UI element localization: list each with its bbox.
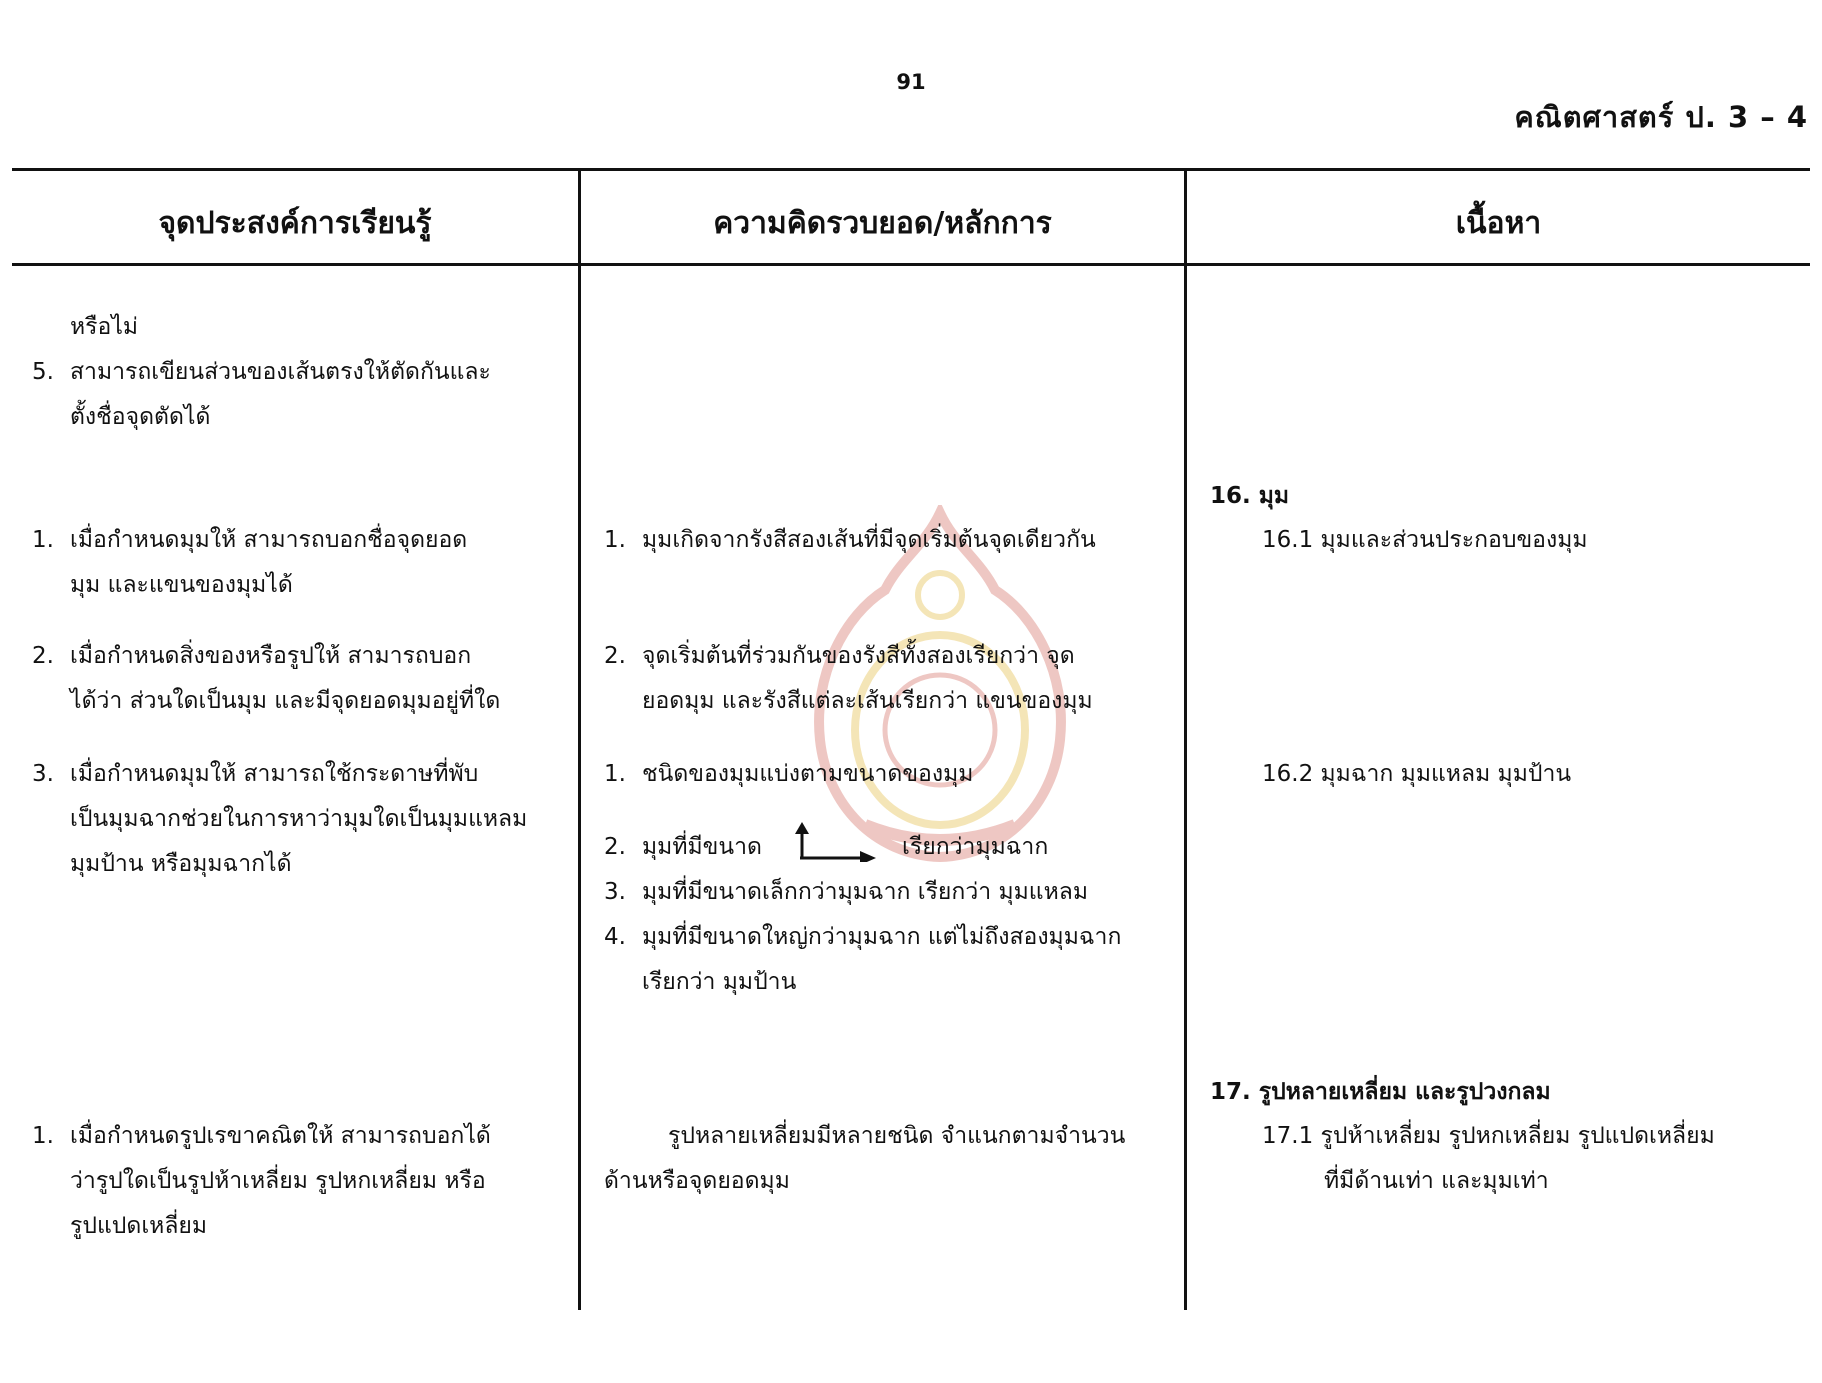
concept-item bbox=[604, 634, 1075, 679]
header-concepts: ความคิดรวบยอด/หลักการ bbox=[713, 206, 1052, 241]
concept-item bbox=[604, 870, 1088, 915]
table-top-rule bbox=[12, 168, 1810, 171]
content-heading: 16. มุม bbox=[1210, 483, 1290, 509]
item-text: มุมที่มีขนาดเล็กกว่ามุมฉาก เรียกว่า มุมแหลม bbox=[642, 879, 1089, 905]
subject-title: คณิตศาสตร์ ป. 3 – 4 bbox=[1514, 100, 1808, 134]
content-line: 17.1 รูปห้าเหลี่ยม รูปหกเหลี่ยม รูปแปดเหลี่ยม bbox=[1262, 1123, 1715, 1149]
concept-line: ยอดมุม และรังสีแต่ละเส้นเรียกว่า แขนของมุม bbox=[642, 688, 1093, 714]
right-angle-arrow-icon bbox=[790, 822, 876, 862]
concept-line: ด้านหรือจุดยอดมุม bbox=[604, 1168, 790, 1194]
concept-line: เรียกว่า มุมป้าน bbox=[642, 969, 797, 995]
column-divider-1 bbox=[578, 170, 581, 1310]
item-number: 5. bbox=[32, 359, 54, 385]
concept-line: เรียกว่ามุมฉาก bbox=[902, 834, 1049, 860]
item-number: 1. bbox=[32, 1123, 54, 1149]
concept-line: รูปหลายเหลี่ยมมีหลายชนิด จำแนกตามจำนวน bbox=[668, 1123, 1126, 1149]
concept-item bbox=[604, 915, 1121, 960]
item-number: 2. bbox=[604, 643, 626, 669]
header-objectives: จุดประสงค์การเรียนรู้ bbox=[158, 206, 432, 241]
item-text: มุมเกิดจากรังสีสองเส้นที่มีจุดเริ่มต้นจุดเดียวกัน bbox=[642, 527, 1096, 553]
page-number: 91 bbox=[896, 70, 926, 94]
objective-line: รูปแปดเหลี่ยม bbox=[70, 1213, 208, 1239]
item-number: 2. bbox=[32, 643, 54, 669]
concept-item bbox=[604, 518, 1096, 563]
item-number: 3. bbox=[604, 879, 626, 905]
content-heading: 17. รูปหลายเหลี่ยม และรูปวงกลม bbox=[1210, 1079, 1551, 1105]
objective-line: ตั้งชื่อจุดตัดได้ bbox=[70, 404, 211, 430]
item-number: 2. bbox=[604, 834, 626, 860]
objective-line: มุมป้าน หรือมุมฉากได้ bbox=[70, 851, 292, 877]
objective-line: หรือไม่ bbox=[70, 314, 139, 340]
item-text: เมื่อกำหนดสิ่งของหรือรูปให้ สามารถบอก bbox=[70, 643, 472, 669]
objective-line: ได้ว่า ส่วนใดเป็นมุม และมีจุดยอดมุมอยู่ที่ใด bbox=[70, 688, 501, 714]
objective-line: มุม และแขนของมุมได้ bbox=[70, 572, 293, 598]
objective-item bbox=[32, 1114, 491, 1159]
concept-item bbox=[604, 752, 973, 797]
item-text: มุมที่มีขนาดใหญ่กว่ามุมฉาก แต่ไม่ถึงสองมุมฉาก bbox=[642, 924, 1122, 950]
item-number: 1. bbox=[604, 761, 626, 787]
objective-line: ว่ารูปใดเป็นรูปห้าเหลี่ยม รูปหกเหลี่ยม หรือ bbox=[70, 1168, 486, 1194]
item-text: สามารถเขียนส่วนของเส้นตรงให้ตัดกันและ bbox=[70, 359, 491, 385]
item-number: 1. bbox=[32, 527, 54, 553]
item-number: 1. bbox=[604, 527, 626, 553]
content-line: ที่มีด้านเท่า และมุมเท่า bbox=[1324, 1168, 1549, 1194]
objective-item bbox=[32, 350, 491, 395]
concept-item bbox=[604, 825, 762, 870]
objective-item bbox=[32, 518, 467, 563]
table-header-rule bbox=[12, 263, 1810, 266]
item-text: จุดเริ่มต้นที่ร่วมกันของรังสีทั้งสองเรียกว่า จุด bbox=[642, 643, 1075, 669]
item-text: ชนิดของมุมแบ่งตามขนาดของมุม bbox=[642, 761, 974, 787]
item-text: มุมที่มีขนาด bbox=[642, 834, 762, 860]
item-number: 3. bbox=[32, 761, 54, 787]
item-text: เมื่อกำหนดมุมให้ สามารถบอกชื่อจุดยอด bbox=[70, 527, 468, 553]
objective-item bbox=[32, 634, 471, 679]
content-line: 16.2 มุมฉาก มุมแหลม มุมป้าน bbox=[1262, 761, 1572, 787]
item-number: 4. bbox=[604, 924, 626, 950]
objective-line: เป็นมุมฉากช่วยในการหาว่ามุมใดเป็นมุมแหลม bbox=[70, 806, 528, 832]
header-content: เนื้อหา bbox=[1455, 206, 1542, 241]
item-text: เมื่อกำหนดมุมให้ สามารถใช้กระดาษที่พับ bbox=[70, 761, 479, 787]
objective-item bbox=[32, 752, 478, 797]
column-divider-2 bbox=[1184, 170, 1187, 1310]
item-text: เมื่อกำหนดรูปเรขาคณิตให้ สามารถบอกได้ bbox=[70, 1123, 491, 1149]
content-line: 16.1 มุมและส่วนประกอบของมุม bbox=[1262, 527, 1588, 553]
